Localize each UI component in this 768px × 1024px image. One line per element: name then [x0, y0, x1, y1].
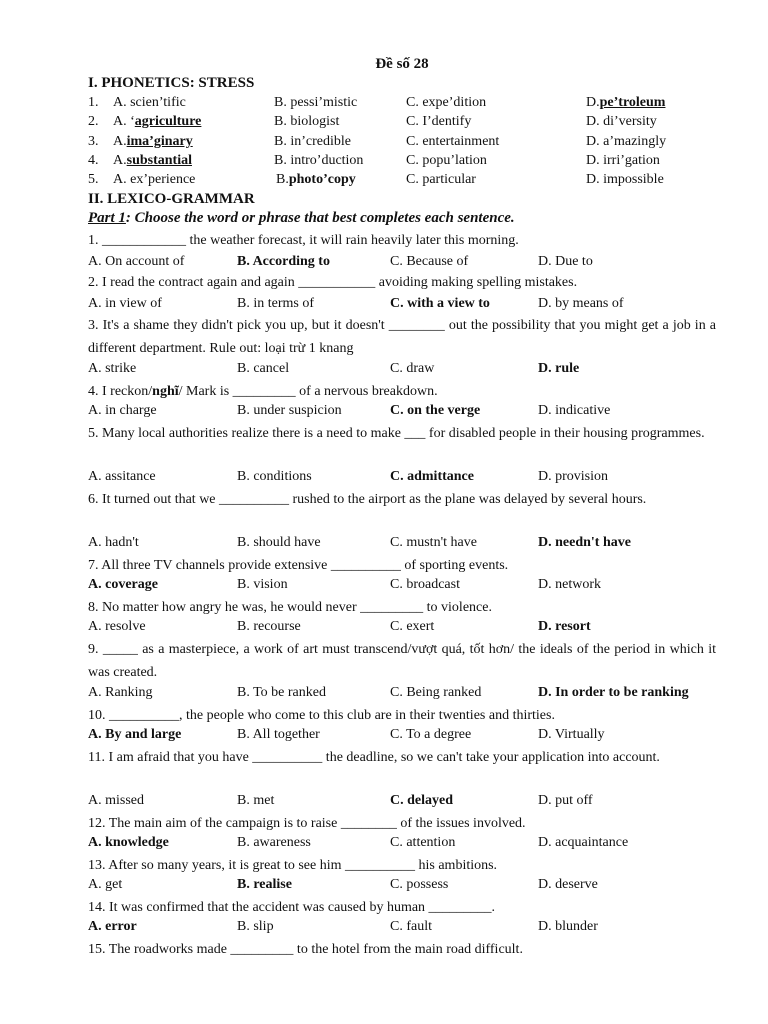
- option-c: C. To a degree: [390, 727, 472, 742]
- option-a: A. in view of: [88, 296, 162, 311]
- option-d: D. by means of: [538, 296, 624, 311]
- option-b: B. pessi’mistic: [274, 95, 358, 110]
- option-b: B. awareness: [237, 835, 311, 850]
- option-b: B. met: [237, 793, 275, 808]
- option-b: B. According to: [237, 254, 330, 269]
- option-b: B. should have: [237, 535, 321, 550]
- option-b: B. conditions: [237, 469, 312, 484]
- option-c: C. mustn't have: [390, 535, 477, 550]
- option-d: D. a’mazingly: [586, 134, 667, 149]
- option-a: A. ex’perience: [113, 172, 196, 187]
- option-d: D. Virtually: [538, 727, 605, 742]
- option-a: A. Ranking: [88, 685, 153, 700]
- part1-instruction: [88, 210, 515, 227]
- option-d: D. pe’troleum: [586, 95, 666, 110]
- section-phonetics-heading: I. PHONETICS: STRESS: [88, 75, 255, 91]
- item-number: 1.: [88, 95, 99, 110]
- option-d: D. irri’gation: [586, 153, 660, 168]
- option-b: B. All together: [237, 727, 320, 742]
- option-a: A. assitance: [88, 469, 156, 484]
- question-text: 14. It was confirmed that the accident was caused by human _________.: [88, 900, 496, 915]
- option-c: C. expe’dition: [406, 95, 487, 110]
- option-b: B. cancel: [237, 361, 290, 376]
- option-a: A. missed: [88, 793, 144, 808]
- question-text: 9. _____ as a masterpiece, a work of art must transcend/vượt quá, tốt hơn/ the ideals of the period in which it was created.: [88, 642, 716, 680]
- answer-options: [88, 296, 716, 315]
- option-c: C. Being ranked: [390, 685, 482, 700]
- section-lexico-heading: II. LEXICO-GRAMMAR: [88, 191, 255, 207]
- item-number: 5.: [88, 172, 99, 187]
- option-c: C. fault: [390, 919, 432, 934]
- phonetics-row: [88, 95, 716, 114]
- option-d: D. impossible: [586, 172, 664, 187]
- answer-options: [88, 619, 716, 638]
- option-a: A. knowledge: [88, 835, 169, 850]
- option-a: A. in charge: [88, 403, 157, 418]
- option-d: D. rule: [538, 361, 580, 376]
- answer-options: [88, 727, 716, 746]
- question-text: 3. It's a shame they didn't pick you up, but it doesn't ________ out the possibility that you might get a job in a different department. Rule out: loại trừ 1 knang: [88, 318, 716, 356]
- option-a: A. error: [88, 919, 137, 934]
- option-c: C. I’dentify: [406, 114, 472, 129]
- option-d: D. blunder: [538, 919, 598, 934]
- option-a: A. get: [88, 877, 123, 892]
- option-c: C. with a view to: [390, 296, 490, 311]
- option-b: B. in terms of: [237, 296, 314, 311]
- question-text: 2. I read the contract again and again ___________ avoiding making spelling mistakes.: [88, 275, 578, 290]
- answer-options: [88, 919, 716, 938]
- question-text: 8. No matter how angry he was, he would never _________ to violence.: [88, 600, 492, 615]
- question-text: 4. I reckon/nghĩ/ Mark is _________ of a nervous breakdown.: [88, 384, 438, 399]
- option-a: A. substantial: [113, 153, 192, 168]
- option-c: C. exert: [390, 619, 435, 634]
- option-d: D. indicative: [538, 403, 611, 418]
- option-b: B. realise: [237, 877, 292, 892]
- answer-options: [88, 403, 716, 422]
- option-b: B. recourse: [237, 619, 301, 634]
- option-c: C. admittance: [390, 469, 474, 484]
- answer-options: [88, 793, 716, 812]
- option-b: B. biologist: [274, 114, 340, 129]
- option-c: C. attention: [390, 835, 456, 850]
- option-c: C. particular: [406, 172, 476, 187]
- part1-text: : Choose the word or phrase that best completes each sentence.: [125, 210, 515, 226]
- question-text: 10. __________, the people who come to this club are in their twenties and thirties.: [88, 708, 555, 723]
- option-b: B. under suspicion: [237, 403, 342, 418]
- option-d: D. di’versity: [586, 114, 657, 129]
- question-text: 13. After so many years, it is great to see him __________ his ambitions.: [88, 858, 498, 873]
- question-text: 6. It turned out that we __________ rushed to the airport as the plane was delayed by several hours.: [88, 492, 647, 507]
- item-number: 3.: [88, 134, 99, 149]
- phonetics-row: [88, 172, 716, 191]
- question-text: 1. ____________ the weather forecast, it will rain heavily later this morning.: [88, 233, 519, 248]
- option-a: A. coverage: [88, 577, 158, 592]
- phonetics-row: [88, 114, 716, 133]
- option-b: B. vision: [237, 577, 288, 592]
- option-c: C. on the verge: [390, 403, 481, 418]
- answer-options: [88, 685, 716, 704]
- option-d: D. acquaintance: [538, 835, 629, 850]
- option-a: A. strike: [88, 361, 137, 376]
- item-number: 4.: [88, 153, 99, 168]
- option-c: C. popu’lation: [406, 153, 487, 168]
- option-b: B. slip: [237, 919, 274, 934]
- answer-options: [88, 877, 716, 896]
- option-a: A. scien’tific: [113, 95, 186, 110]
- option-d: D. resort: [538, 619, 591, 634]
- option-d: D. Due to: [538, 254, 593, 269]
- question-text: 5. Many local authorities realize there is a need to make ___ for disabled people in their housing programmes.: [88, 426, 705, 441]
- answer-options: [88, 577, 716, 596]
- answer-options: [88, 835, 716, 854]
- option-b: B. intro’duction: [274, 153, 364, 168]
- option-a: A. resolve: [88, 619, 146, 634]
- question-text: 7. All three TV channels provide extensive __________ of sporting events.: [88, 558, 509, 573]
- option-c: C. possess: [390, 877, 449, 892]
- phonetics-row: [88, 153, 716, 172]
- option-a: A. On account of: [88, 254, 185, 269]
- option-c: C. draw: [390, 361, 435, 376]
- option-d: D. needn't have: [538, 535, 631, 550]
- option-b: B. photo’copy: [276, 172, 356, 187]
- part1-label: Part 1: [88, 210, 126, 226]
- option-c: C. broadcast: [390, 577, 460, 592]
- option-d: D. In order to be ranking: [538, 685, 689, 700]
- option-b: B. To be ranked: [237, 685, 326, 700]
- answer-options: [88, 469, 716, 488]
- question-text: 11. I am afraid that you have __________ the deadline, so we can't take your application into account.: [88, 750, 660, 765]
- option-c: C. delayed: [390, 793, 453, 808]
- option-d: D. provision: [538, 469, 608, 484]
- phonetics-row: [88, 134, 716, 153]
- option-d: D. deserve: [538, 877, 598, 892]
- item-number: 2.: [88, 114, 99, 129]
- option-d: D. network: [538, 577, 601, 592]
- question-text: 15. The roadworks made _________ to the hotel from the main road difficult.: [88, 942, 523, 957]
- page-title: Đề số 28: [375, 56, 429, 72]
- answer-options: [88, 361, 716, 380]
- option-a: A. By and large: [88, 727, 182, 742]
- option-c: C. entertainment: [406, 134, 500, 149]
- option-a: A. ‘ agriculture: [113, 114, 202, 129]
- option-b: B. in’credible: [274, 134, 351, 149]
- option-c: C. Because of: [390, 254, 469, 269]
- option-a: A. ima’ginary: [113, 134, 193, 149]
- answer-options: [88, 535, 716, 554]
- option-d: D. put off: [538, 793, 593, 808]
- question-text: 12. The main aim of the campaign is to raise ________ of the issues involved.: [88, 816, 526, 831]
- option-a: A. hadn't: [88, 535, 139, 550]
